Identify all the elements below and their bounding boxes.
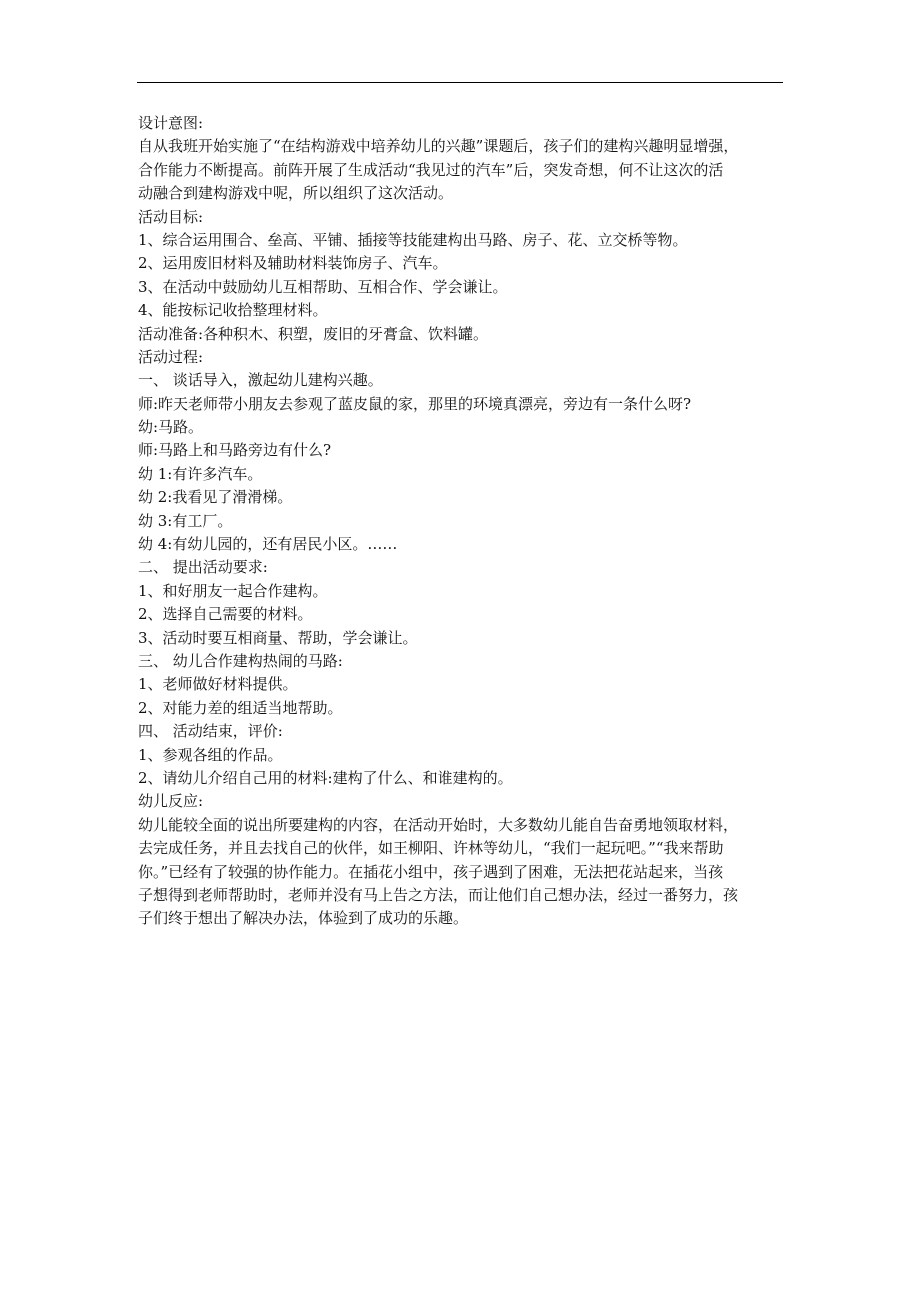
section-title: 二、 提出活动要求: [138, 558, 268, 577]
paragraph-line: 幼儿能较全面的说出所要建构的内容，在活动开始时，大多数幼儿能自告奋勇地领取材料， [138, 815, 739, 834]
goal-item: 3、在活动中鼓励幼儿互相帮助、互相合作、学会谦让。 [138, 277, 508, 296]
paragraph-line: 子想得到老师帮助时，老师并没有马上告之方法，而让他们自己想办法，经过一番努力，孩 [138, 885, 739, 904]
goal-item: 2、运用废旧材料及辅助材料装饰房子、汽车。 [138, 254, 448, 273]
section-title: 三、 幼儿合作建构热闹的马路: [138, 651, 343, 670]
paragraph-line: 合作能力不断提高。前阵开展了生成活动“我见过的汽车”后，突发奇想，何不让这次的活 [138, 160, 724, 179]
reaction-heading: 幼儿反应: [138, 792, 204, 811]
paragraph-line: 你。”已经有了较强的协作能力。在插花小组中，孩子遇到了困难，无法把花站起来，当孩 [138, 862, 724, 881]
list-item: 2、请幼儿介绍自己用的材料:建构了什么、和谁建构的。 [138, 768, 513, 787]
section-title: 一、 谈话导入，激起幼儿建构兴趣。 [138, 371, 383, 390]
list-item: 1、和好朋友一起合作建构。 [138, 581, 328, 600]
paragraph-line: 自从我班开始实施了“在结构游戏中培养幼儿的兴趣”课题后，孩子们的建构兴趣明显增强， [138, 137, 739, 156]
dialog-line: 师:马路上和马路旁边有什么? [138, 441, 332, 460]
goal-item: 1、综合运用围合、垒高、平铺、插接等技能建构出马路、房子、花、立交桥等物。 [138, 230, 688, 249]
dialog-line: 师:昨天老师带小朋友去参观了蓝皮鼠的家，那里的环境真漂亮，旁边有一条什么呀? [138, 394, 692, 413]
list-item: 1、参观各组的作品。 [138, 745, 283, 764]
preparation-line: 活动准备:各种积木、积塑，废旧的牙膏盒、饮料罐。 [138, 324, 489, 343]
header-rule [137, 82, 783, 83]
goals-heading: 活动目标: [138, 207, 204, 226]
goal-item: 4、能按标记收拾整理材料。 [138, 301, 328, 320]
dialog-line: 幼 1:有许多汽车。 [138, 464, 263, 483]
list-item: 2、对能力差的组适当地帮助。 [138, 698, 343, 717]
paragraph-line: 去完成任务，并且去找自己的伙伴，如王柳阳、许林等幼儿，“我们一起玩吧。”“我来帮助 [138, 839, 724, 858]
process-heading: 活动过程: [138, 347, 204, 366]
list-item: 2、选择自己需要的材料。 [138, 605, 313, 624]
paragraph-line: 动融合到建构游戏中呢，所以组织了这次活动。 [138, 184, 454, 203]
list-item: 1、老师做好材料提供。 [138, 675, 298, 694]
dialog-line: 幼 3:有工厂。 [138, 511, 233, 530]
dialog-line: 幼:马路。 [138, 418, 204, 437]
section-title: 四、 活动结束，评价: [138, 722, 283, 741]
paragraph-line: 子们终于想出了解决办法，体验到了成功的乐趣。 [138, 909, 469, 928]
dialog-line: 幼 2:我看见了滑滑梯。 [138, 488, 293, 507]
list-item: 3、活动时要互相商量、帮助，学会谦让。 [138, 628, 418, 647]
reaction-paragraph [138, 814, 786, 931]
design-intent-paragraph [138, 135, 786, 205]
document-body [138, 112, 786, 931]
dialog-line: 幼 4:有幼儿园的，还有居民小区。…… [138, 535, 398, 554]
design-intent-heading: 设计意图: [138, 114, 204, 132]
